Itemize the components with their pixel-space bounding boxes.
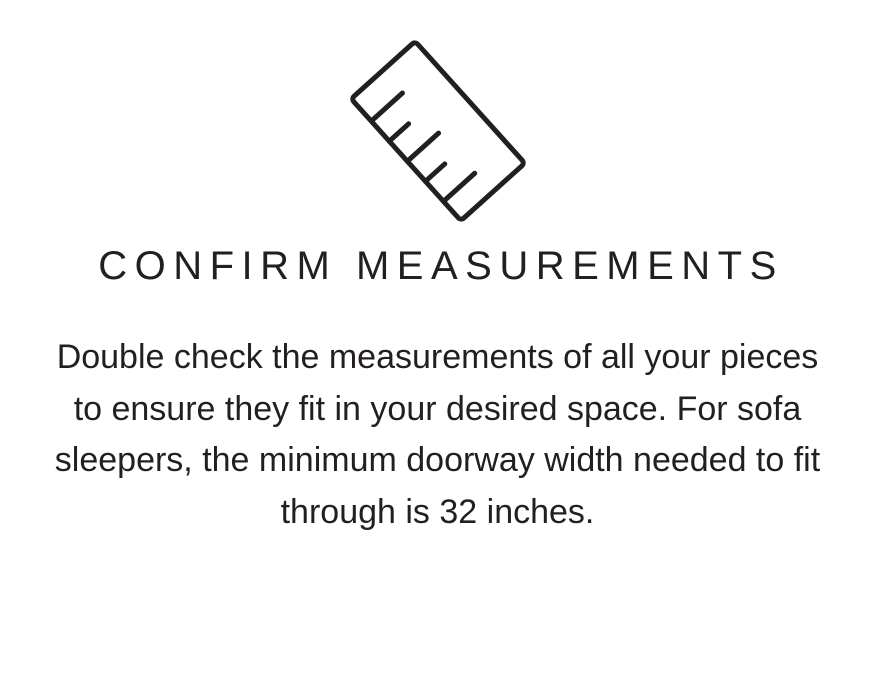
ruler-icon	[333, 36, 543, 226]
body-description: Double check the measurements of all your pieces to ensure they fit in your desired space. For sofa sleepers, the minimum doorway width needed to fit through is 32 inches.	[54, 338, 821, 532]
page-title: CONFIRM MEASUREMENTS	[98, 244, 784, 288]
